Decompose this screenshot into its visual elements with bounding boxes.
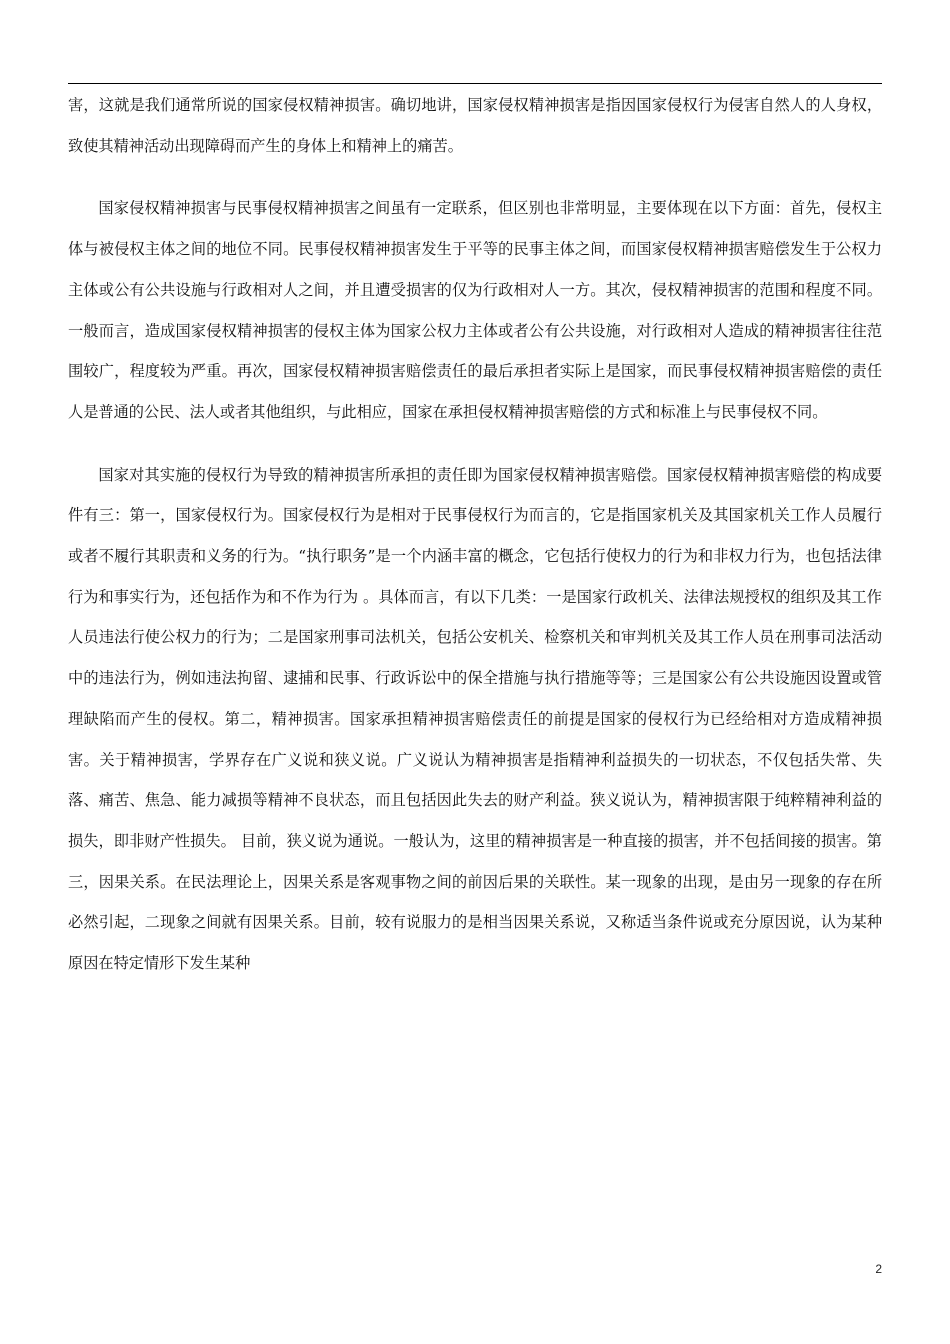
paragraph-spacer xyxy=(68,433,882,455)
page-number: 2 xyxy=(875,1262,882,1276)
header-rule xyxy=(68,83,882,84)
paragraph-spacer xyxy=(68,166,882,188)
paragraph-2: 国家侵权精神损害与民事侵权精神损害之间虽有一定联系，但区别也非常明显，主要体现在以下方面：首先，侵权主体与被侵权主体之间的地位不同。民事侵权精神损害发生于平等的民事主体之间，而国家侵权精神损害赔偿发生于公权力主体或公有公共设施与行政相对人之间，并且遭受损害的仅为行政相对人一方。其次，侵权精神损害的范围和程度不同。一般而言，造成国家侵权精神损害的侵权主体为国家公权力主体或者公有公共设施，对行政相对人造成的精神损害往往范围较广，程度较为严重。再次，国家侵权精神损害赔偿责任的最后承担者实际上是国家，而民事侵权精神损害赔偿的责任人是普通的公民、法人或者其他组织，与此相应，国家在承担侵权精神损害赔偿的方式和标准上与民事侵权不同。 xyxy=(68,199,882,421)
paragraph-3: 国家对其实施的侵权行为导致的精神损害所承担的责任即为国家侵权精神损害赔偿。国家侵权精神损害赔偿的构成要件有三：第一，国家侵权行为。国家侵权行为是相对于民事侵权行为而言的，它是指国家机关及其国家机关工作人员履行或者不履行其职责和义务的行为。“执行职务”是一个内涵丰富的概念，它包括行使权力的行为和非权力行为，也包括法律行为和事实行为，还包括作为和不作为行为 。具体而言，有以下几类：一是国家行政机关、法律法规授权的组织及其工作人员违法行使公权力的行为；二是国家刑事司法机关，包括公安机关、检察机关和审判机关及其工作人员在刑事司法活动中的违法行为，例如违法拘留、逮捕和民事、行政诉讼中的保全措施与执行措施等等；三是国家公有公共设施因设置或管理缺陷而产生的侵权。第二，精神损害。国家承担精神损害赔偿责任的前提是国家的侵权行为已经给相对方造成精神损害。关于精神损害，学界存在广义说和狭义说。广义说认为精神损害是指精神利益损失的一切状态，不仅包括失常、失落、痛苦、焦急、能力减损等精神不良状态，而且包括因此失去的财产利益。狭义说认为，精神损害限于纯粹精神利益的损失，即非财产性损失。 目前，狭义说为通说。一般认为，这里的精神损害是一种直接的损害，并不包括间接的损害。第三，因果关系。在民法理论上，因果关系是客观事物之间的前因后果的关联性。某一现象的出现，是由另一现象的存在所必然引起，二现象之间就有因果关系。目前，较有说服力的是相当因果关系说，又称适当条件说或充分原因说，认为某种原因在特定情形下发生某种 xyxy=(68,465,882,973)
page-body xyxy=(68,85,882,984)
paragraph-1: 害，这就是我们通常所说的国家侵权精神损害。确切地讲，国家侵权精神损害是指因国家侵权行为侵害自然人的人身权，致使其精神活动出现障碍而产生的身体上和精神上的痛苦。 xyxy=(68,96,882,155)
